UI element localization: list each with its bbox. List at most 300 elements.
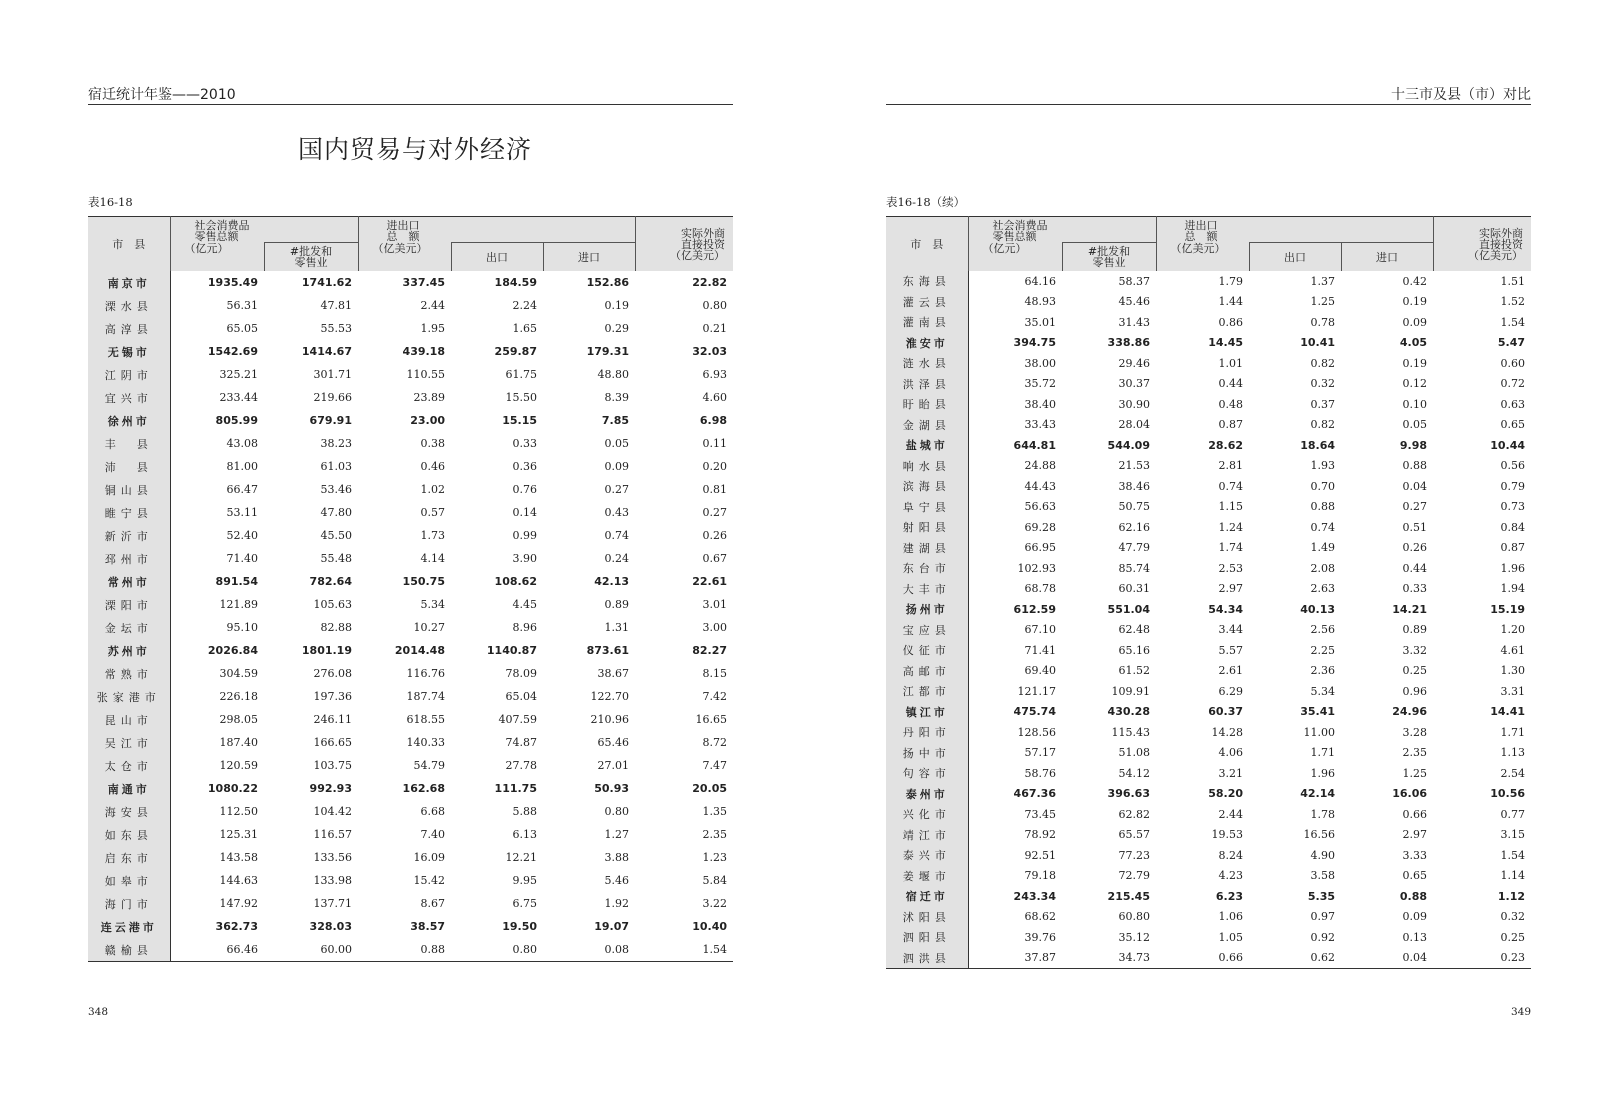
row-name: 涟水县 <box>886 353 968 374</box>
cell-export: 4.45 <box>512 598 537 611</box>
table-row <box>88 869 733 892</box>
cell-trade-total: 0.38 <box>420 437 445 450</box>
cell-import: 8.39 <box>604 391 630 404</box>
cell-retail-sales: 65.05 <box>226 322 258 335</box>
cell-fdi: 22.61 <box>692 575 728 588</box>
cell-fdi: 6.93 <box>702 368 728 381</box>
cell-trade-total: 23.89 <box>413 391 445 404</box>
cell-export: 0.33 <box>512 437 537 450</box>
cell-wholesale-retail: 166.65 <box>313 736 352 749</box>
table-row <box>88 846 733 869</box>
cell-retail-sales: 121.17 <box>1017 684 1056 698</box>
row-name: 响水县 <box>886 456 968 477</box>
cell-trade-total: 38.57 <box>410 920 445 933</box>
cell-export: 108.62 <box>494 575 537 588</box>
cell-wholesale-retail: 105.63 <box>313 598 352 611</box>
cell-retail-sales: 475.74 <box>1013 705 1056 719</box>
header-trade-line1: 进出口 <box>1184 219 1218 232</box>
row-name: 连云港市 <box>88 915 170 938</box>
cell-import: 1.25 <box>1402 766 1428 780</box>
table-row <box>88 294 733 317</box>
cell-trade-total: 162.68 <box>402 782 445 795</box>
cell-fdi: 1.71 <box>1500 725 1526 739</box>
cell-import: 3.32 <box>1402 643 1428 657</box>
cell-retail-sales: 612.59 <box>1013 602 1056 616</box>
row-name: 昆山市 <box>88 708 170 731</box>
cell-fdi: 8.15 <box>702 667 728 680</box>
cell-retail-sales: 79.18 <box>1024 869 1056 883</box>
cell-import: 38.67 <box>597 667 630 680</box>
cell-trade-total: 0.46 <box>420 460 445 473</box>
cell-wholesale-retail: 103.75 <box>313 759 352 772</box>
cell-fdi: 5.84 <box>702 874 728 887</box>
header-fdi-line3: （亿美元） <box>670 248 726 262</box>
right-page <box>886 0 1531 1099</box>
cell-fdi: 1.94 <box>1500 582 1526 596</box>
cell-trade-total: 0.88 <box>420 943 445 956</box>
cell-wholesale-retail: 60.31 <box>1118 582 1150 596</box>
row-name: 徐州市 <box>88 409 170 432</box>
cell-wholesale-retail: 38.46 <box>1118 479 1150 493</box>
header-retail-unit: （亿元） <box>968 243 1062 272</box>
row-name: 无锡市 <box>88 340 170 363</box>
row-name: 东台市 <box>886 558 968 579</box>
cell-trade-total: 8.67 <box>420 897 445 910</box>
cell-export: 19.50 <box>502 920 537 933</box>
cell-retail-sales: 120.59 <box>219 759 258 772</box>
row-name: 海门市 <box>88 892 170 915</box>
cell-export: 0.74 <box>1310 520 1335 534</box>
cell-import: 152.86 <box>586 276 630 289</box>
cell-wholesale-retail: 35.12 <box>1118 930 1150 944</box>
cell-export: 74.87 <box>505 736 537 749</box>
cell-fdi: 0.87 <box>1500 541 1526 555</box>
cell-retail-sales: 2026.84 <box>207 644 258 657</box>
cell-import: 210.96 <box>590 713 630 726</box>
row-name: 扬州市 <box>886 599 968 620</box>
cell-export: 259.87 <box>494 345 537 358</box>
cell-retail-sales: 73.45 <box>1024 807 1056 821</box>
cell-wholesale-retail: 338.86 <box>1107 336 1150 350</box>
cell-export: 2.63 <box>1310 582 1335 596</box>
cell-export: 1.71 <box>1310 746 1335 760</box>
cell-import: 1.27 <box>604 828 630 841</box>
cell-fdi: 16.65 <box>695 713 728 726</box>
header-wholesale <box>264 243 358 272</box>
header-export: 出口 <box>1249 243 1341 272</box>
cell-wholesale-retail: 51.08 <box>1118 746 1150 760</box>
statistics-table-right <box>886 216 1531 969</box>
table-row <box>886 415 1531 436</box>
cell-fdi: 0.32 <box>1500 910 1526 924</box>
cell-retail-sales: 66.47 <box>226 483 258 496</box>
cell-export: 1.65 <box>512 322 537 335</box>
table-row <box>88 823 733 846</box>
cell-fdi: 0.11 <box>702 437 728 450</box>
row-name: 高邮市 <box>886 661 968 682</box>
header-retail-line2: 零售总额 <box>194 230 239 243</box>
table-row <box>88 639 733 662</box>
header-retail-line1: 社会消费品 <box>992 219 1048 232</box>
cell-export: 5.35 <box>1307 889 1335 903</box>
cell-fdi: 1.12 <box>1497 889 1526 903</box>
cell-export: 0.80 <box>512 943 537 956</box>
table-label-right: 表16-18（续） <box>886 195 966 209</box>
cell-retail-sales: 39.76 <box>1024 930 1056 944</box>
row-name: 江都市 <box>886 681 968 702</box>
cell-export: 184.59 <box>494 276 537 289</box>
cell-retail-sales: 58.76 <box>1024 766 1056 780</box>
cell-trade-total: 140.33 <box>406 736 445 749</box>
cell-trade-total: 3.44 <box>1218 623 1243 637</box>
cell-retail-sales: 243.34 <box>1013 889 1056 903</box>
header-trade-line2: 总 额 <box>386 230 420 243</box>
cell-wholesale-retail: 1741.62 <box>301 276 352 289</box>
cell-wholesale-retail: 30.37 <box>1118 377 1150 391</box>
table-row <box>886 948 1531 969</box>
table-row <box>88 386 733 409</box>
cell-wholesale-retail: 54.12 <box>1118 766 1150 780</box>
cell-wholesale-retail: 137.71 <box>313 897 352 910</box>
cell-import: 0.12 <box>1402 377 1428 391</box>
cell-trade-total: 54.34 <box>1208 602 1243 616</box>
cell-import: 0.27 <box>1402 500 1428 514</box>
cell-export: 2.08 <box>1310 561 1335 575</box>
row-name: 靖江市 <box>886 825 968 846</box>
header-trade-line2: 总 额 <box>1184 230 1218 243</box>
cell-trade-total: 16.09 <box>413 851 445 864</box>
cell-retail-sales: 67.10 <box>1024 623 1056 637</box>
table-row <box>886 456 1531 477</box>
header-import: 进口 <box>543 243 635 272</box>
row-name: 溧水县 <box>88 294 170 317</box>
cell-trade-total: 5.34 <box>420 598 445 611</box>
cell-wholesale-retail: 1801.19 <box>301 644 352 657</box>
cell-fdi: 1.20 <box>1500 623 1526 637</box>
table-row <box>886 333 1531 354</box>
cell-trade-total: 58.20 <box>1208 787 1243 801</box>
row-name: 灌南县 <box>886 312 968 333</box>
cell-trade-total: 0.44 <box>1218 377 1243 391</box>
cell-retail-sales: 64.16 <box>1024 274 1056 288</box>
row-name: 金湖县 <box>886 415 968 436</box>
table-row <box>88 317 733 340</box>
table-row <box>88 892 733 915</box>
header-wholesale-line2: 零售业 <box>1092 256 1126 269</box>
table-row <box>88 685 733 708</box>
cell-retail-sales: 187.40 <box>219 736 258 749</box>
cell-wholesale-retail: 116.57 <box>313 828 352 841</box>
cell-export: 0.76 <box>512 483 537 496</box>
header-retail-line2: 零售总额 <box>992 230 1037 243</box>
row-name: 姜堰市 <box>886 866 968 887</box>
cell-retail-sales: 325.21 <box>219 368 258 381</box>
table-row <box>88 455 733 478</box>
cell-wholesale-retail: 47.81 <box>320 299 352 312</box>
cell-export: 3.58 <box>1310 869 1335 883</box>
cell-export: 40.13 <box>1300 602 1335 616</box>
cell-import: 9.98 <box>1399 438 1428 452</box>
row-name: 句容市 <box>886 763 968 784</box>
cell-trade-total: 14.28 <box>1211 725 1243 739</box>
cell-export: 2.36 <box>1310 664 1335 678</box>
cell-import: 0.74 <box>604 529 630 542</box>
cell-export: 0.70 <box>1310 479 1335 493</box>
cell-export: 1.49 <box>1310 541 1335 555</box>
cell-trade-total: 4.06 <box>1218 746 1243 760</box>
row-name: 海安县 <box>88 800 170 823</box>
cell-trade-total: 618.55 <box>406 713 445 726</box>
cell-export: 111.75 <box>494 782 537 795</box>
row-name: 南京市 <box>88 271 170 294</box>
cell-export: 0.82 <box>1310 356 1335 370</box>
cell-wholesale-retail: 28.04 <box>1118 418 1150 432</box>
row-name: 沛 县 <box>88 455 170 478</box>
cell-trade-total: 187.74 <box>406 690 445 703</box>
cell-fdi: 4.60 <box>702 391 728 404</box>
cell-fdi: 0.27 <box>702 506 728 519</box>
cell-import: 0.09 <box>1402 910 1428 924</box>
header-fdi-line2: 直接投资 <box>1479 237 1524 251</box>
cell-wholesale-retail: 30.90 <box>1118 397 1150 411</box>
cell-export: 0.97 <box>1310 910 1335 924</box>
cell-trade-total: 15.42 <box>413 874 445 887</box>
cell-wholesale-retail: 60.80 <box>1118 910 1150 924</box>
cell-import: 0.80 <box>604 805 630 818</box>
cell-trade-total: 110.55 <box>406 368 445 381</box>
cell-export: 65.04 <box>505 690 537 703</box>
cell-fdi: 1.51 <box>1500 274 1526 288</box>
table-row <box>88 731 733 754</box>
cell-fdi: 3.22 <box>702 897 728 910</box>
cell-fdi: 0.80 <box>702 299 728 312</box>
cell-retail-sales: 66.95 <box>1024 541 1056 555</box>
cell-fdi: 1.14 <box>1500 869 1526 883</box>
cell-trade-total: 6.68 <box>420 805 445 818</box>
cell-trade-total: 1.01 <box>1218 356 1243 370</box>
row-name: 江阴市 <box>88 363 170 386</box>
table-row <box>886 620 1531 641</box>
cell-fdi: 0.56 <box>1500 459 1526 473</box>
cell-trade-total: 7.40 <box>420 828 445 841</box>
row-name: 丹阳市 <box>886 722 968 743</box>
cell-trade-total: 1.74 <box>1218 541 1243 555</box>
row-name: 睢宁县 <box>88 501 170 524</box>
cell-wholesale-retail: 62.16 <box>1118 520 1150 534</box>
cell-wholesale-retail: 65.16 <box>1118 643 1150 657</box>
cell-fdi: 0.79 <box>1500 479 1526 493</box>
header-wholesale-line1: #批发和 <box>1087 245 1131 258</box>
cell-import: 0.25 <box>1402 664 1428 678</box>
page-number-right: 349 <box>1510 1006 1531 1018</box>
row-name: 宿迁市 <box>886 886 968 907</box>
table-row <box>886 353 1531 374</box>
cell-trade-total: 2.97 <box>1218 582 1243 596</box>
table-row <box>886 661 1531 682</box>
cell-wholesale-retail: 47.80 <box>320 506 352 519</box>
cell-trade-total: 2.61 <box>1218 664 1243 678</box>
cell-retail-sales: 69.40 <box>1024 664 1056 678</box>
row-name: 沭阳县 <box>886 907 968 928</box>
cell-wholesale-retail: 21.53 <box>1118 459 1150 473</box>
cell-wholesale-retail: 115.43 <box>1111 725 1150 739</box>
table-row <box>886 312 1531 333</box>
cell-fdi: 4.61 <box>1500 643 1526 657</box>
cell-import: 0.13 <box>1402 930 1428 944</box>
cell-import: 65.46 <box>597 736 630 749</box>
cell-retail-sales: 53.11 <box>226 506 258 519</box>
row-name: 盱眙县 <box>886 394 968 415</box>
cell-fdi: 1.13 <box>1500 746 1526 760</box>
cell-fdi: 0.72 <box>1500 377 1526 391</box>
cell-retail-sales: 35.72 <box>1024 377 1056 391</box>
cell-retail-sales: 143.58 <box>219 851 258 864</box>
cell-import: 2.97 <box>1402 828 1428 842</box>
cell-fdi: 2.54 <box>1500 766 1526 780</box>
table-row <box>886 538 1531 559</box>
header-trade-unit: （亿美元） <box>1156 243 1249 272</box>
cell-retail-sales: 1080.22 <box>207 782 258 795</box>
cell-fdi: 7.47 <box>702 759 728 772</box>
cell-export: 2.56 <box>1310 623 1335 637</box>
cell-trade-total: 2.44 <box>1218 807 1243 821</box>
cell-wholesale-retail: 109.91 <box>1111 684 1150 698</box>
cell-import: 179.31 <box>586 345 630 358</box>
cell-fdi: 2.35 <box>702 828 728 841</box>
header-wholesale-line2: 零售业 <box>294 256 328 269</box>
cell-retail-sales: 48.93 <box>1024 295 1056 309</box>
row-name: 溧阳市 <box>88 593 170 616</box>
row-name: 邳州市 <box>88 547 170 570</box>
cell-retail-sales: 56.31 <box>226 299 258 312</box>
cell-import: 48.80 <box>597 368 630 381</box>
cell-export: 8.96 <box>512 621 537 634</box>
header-fdi <box>1433 217 1531 272</box>
cell-retail-sales: 102.93 <box>1017 561 1056 575</box>
table-row <box>886 927 1531 948</box>
cell-wholesale-retail: 55.53 <box>320 322 352 335</box>
cell-trade-total: 3.21 <box>1218 766 1243 780</box>
cell-retail-sales: 37.87 <box>1024 951 1056 965</box>
cell-fdi: 3.01 <box>702 598 728 611</box>
cell-import: 0.96 <box>1402 684 1428 698</box>
cell-retail-sales: 362.73 <box>215 920 258 933</box>
cell-trade-total: 0.87 <box>1218 418 1243 432</box>
table-row <box>886 825 1531 846</box>
row-name: 常州市 <box>88 570 170 593</box>
cell-retail-sales: 92.51 <box>1024 848 1056 862</box>
row-name: 镇江市 <box>886 702 968 723</box>
cell-import: 0.88 <box>1402 459 1428 473</box>
cell-fdi: 1.35 <box>702 805 728 818</box>
cell-export: 35.41 <box>1300 705 1335 719</box>
header-retail-sales <box>968 217 1156 243</box>
cell-import: 0.24 <box>604 552 630 565</box>
table-row <box>886 374 1531 395</box>
cell-retail-sales: 467.36 <box>1013 787 1056 801</box>
row-name: 兴化市 <box>886 804 968 825</box>
cell-retail-sales: 394.75 <box>1013 336 1056 350</box>
row-name: 宜兴市 <box>88 386 170 409</box>
cell-wholesale-retail: 396.63 <box>1107 787 1150 801</box>
table-row <box>886 722 1531 743</box>
table-row <box>88 547 733 570</box>
cell-trade-total: 439.18 <box>402 345 445 358</box>
cell-trade-total: 54.79 <box>413 759 445 772</box>
cell-fdi: 5.47 <box>1497 336 1526 350</box>
table-row <box>886 640 1531 661</box>
cell-wholesale-retail: 53.46 <box>320 483 352 496</box>
cell-trade-total: 4.14 <box>420 552 445 565</box>
cell-trade-total: 10.27 <box>413 621 445 634</box>
cell-retail-sales: 304.59 <box>219 667 258 680</box>
row-name: 金坛市 <box>88 616 170 639</box>
cell-fdi: 1.54 <box>1500 848 1526 862</box>
cell-export: 11.00 <box>1303 725 1335 739</box>
cell-export: 3.90 <box>512 552 537 565</box>
cell-fdi: 0.25 <box>1500 930 1526 944</box>
cell-retail-sales: 226.18 <box>219 690 258 703</box>
cell-fdi: 8.72 <box>702 736 728 749</box>
cell-wholesale-retail: 85.74 <box>1118 561 1150 575</box>
cell-fdi: 15.19 <box>1490 602 1526 616</box>
table-row <box>88 616 733 639</box>
table-row <box>88 271 733 294</box>
cell-import: 5.46 <box>604 874 630 887</box>
cell-wholesale-retail: 77.23 <box>1118 848 1150 862</box>
running-head-left: 宿迁统计年鉴——2010 <box>88 84 733 105</box>
cell-export: 0.36 <box>512 460 537 473</box>
header-export: 出口 <box>451 243 543 272</box>
table-body <box>88 271 733 962</box>
cell-import: 0.19 <box>1402 356 1428 370</box>
cell-wholesale-retail: 992.93 <box>309 782 352 795</box>
row-name: 太仓市 <box>88 754 170 777</box>
table-row <box>88 478 733 501</box>
cell-wholesale-retail: 219.66 <box>313 391 352 404</box>
table-row <box>886 435 1531 456</box>
cell-trade-total: 150.75 <box>402 575 445 588</box>
cell-fdi: 1.96 <box>1500 561 1526 575</box>
cell-retail-sales: 52.40 <box>226 529 258 542</box>
cell-wholesale-retail: 133.56 <box>313 851 352 864</box>
header-retail-line1: 社会消费品 <box>194 219 250 232</box>
cell-fdi: 0.65 <box>1500 418 1526 432</box>
table-row <box>886 558 1531 579</box>
cell-fdi: 0.63 <box>1500 397 1526 411</box>
cell-import: 0.44 <box>1402 561 1428 575</box>
cell-import: 0.43 <box>604 506 630 519</box>
cell-retail-sales: 805.99 <box>215 414 258 427</box>
cell-import: 0.27 <box>604 483 630 496</box>
cell-import: 0.05 <box>1402 418 1428 432</box>
header-fdi-line1: 实际外商 <box>681 226 726 240</box>
cell-wholesale-retail: 197.36 <box>313 690 352 703</box>
table-header <box>88 217 733 272</box>
row-name: 如皋市 <box>88 869 170 892</box>
cell-export: 1.96 <box>1310 766 1335 780</box>
header-retail-sales <box>170 217 358 243</box>
table-row <box>886 271 1531 292</box>
header-trade-total <box>1156 217 1433 243</box>
table-row <box>886 599 1531 620</box>
cell-wholesale-retail: 38.23 <box>320 437 352 450</box>
table-row <box>88 524 733 547</box>
cell-retail-sales: 44.43 <box>1024 479 1056 493</box>
cell-trade-total: 116.76 <box>406 667 445 680</box>
cell-wholesale-retail: 276.08 <box>313 667 352 680</box>
cell-trade-total: 1.79 <box>1218 274 1243 288</box>
